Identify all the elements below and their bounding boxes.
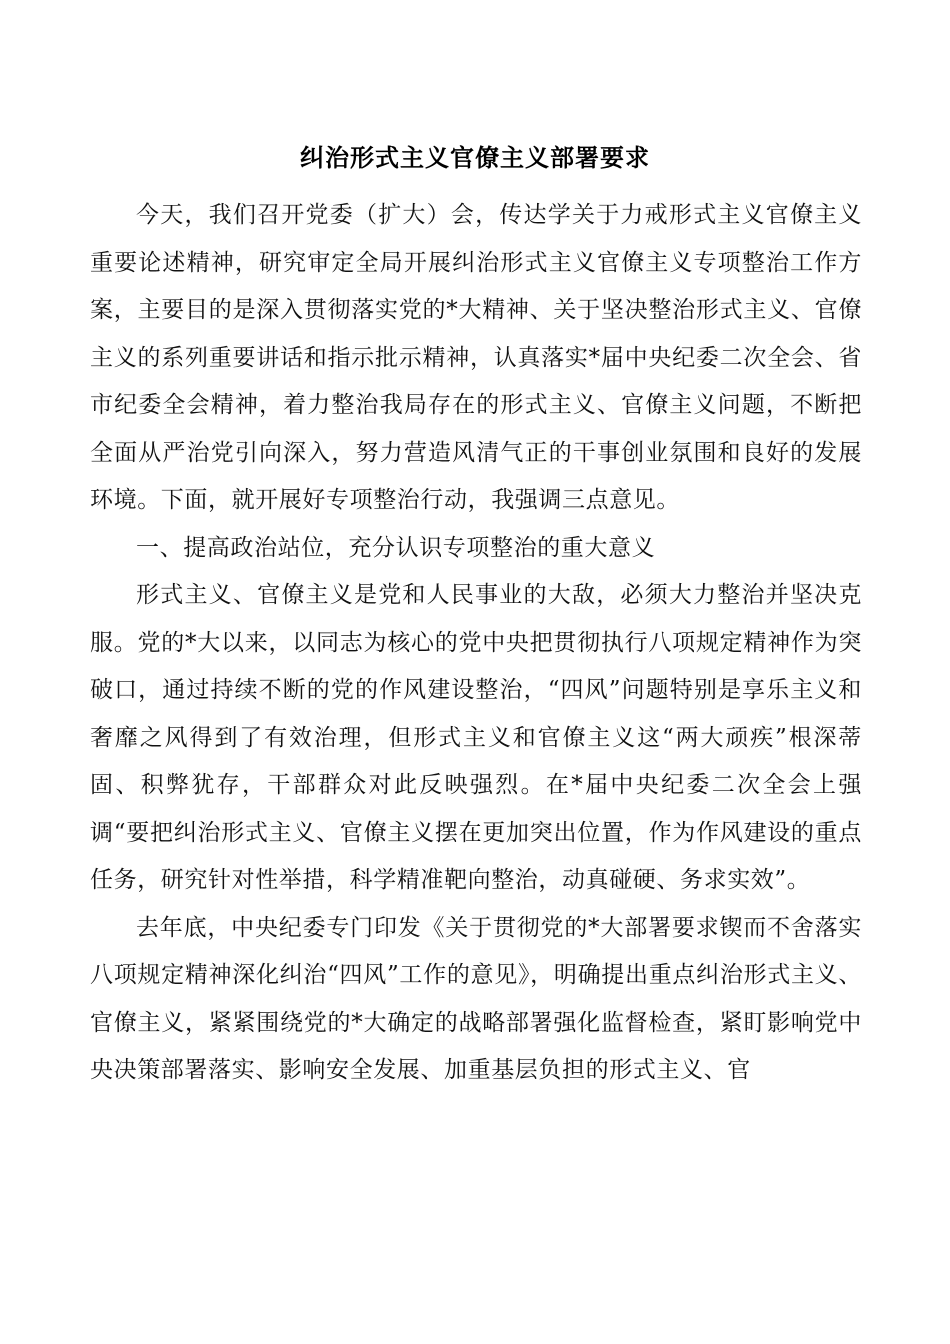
document-title: 纠治形式主义官僚主义部署要求 xyxy=(300,143,650,172)
paragraph-significance: 形式主义、官僚主义是党和人民事业的大敌，必须大力整治并坚决克服。党的*大以来，以同志为核心的党中央把贯彻执行八项规定精神作为突破口，通过持续不断的党的作风建设整治，“四风”问题特别是享乐主义和奢靡之风得到了有效治理，但形式主义和官僚主义这“两大顽疾”根深蒂固、积弊犹存，干部群众对此反映强烈。在*届中央纪委二次全会上强调“要把纠治形式主义、官僚主义摆在更加突出位置，作为作风建设的重点任务，研究针对性举措，科学精准靶向整治，动真碰硬、务求实效”。 xyxy=(90,582,862,893)
paragraph-last-year: 去年底，中央纪委专门印发《关于贯彻党的*大部署要求锲而不舍落实八项规定精神深化纠治“四风”工作的意见》，明确提出重点纠治形式主义、官僚主义，紧紧围绕党的*大确定的战略部署强化监督检查，紧盯影响党中央决策部署落实、影响安全发展、加重基层负担的形式主义、官 xyxy=(90,914,862,1083)
document-body xyxy=(90,192,862,1095)
paragraph-intro: 今天，我们召开党委（扩大）会，传达学关于力戒形式主义官僚主义重要论述精神，研究审定全局开展纠治形式主义官僚主义专项整治工作方案，主要目的是深入贯彻落实党的*大精神、关于坚决整治形式主义、官僚主义的系列重要讲话和指示批示精神，认真落实*届中央纪委二次全会、省市纪委全会精神，着力整治我局存在的形式主义、官僚主义问题，不断把全面从严治党引向深入，努力营造风清气正的干事创业氛围和良好的发展环境。下面，就开展好专项整治行动，我强调三点意见。 xyxy=(90,202,862,513)
section-heading-1: 一、提高政治站位，充分认识专项整治的重大意义 xyxy=(136,534,656,561)
